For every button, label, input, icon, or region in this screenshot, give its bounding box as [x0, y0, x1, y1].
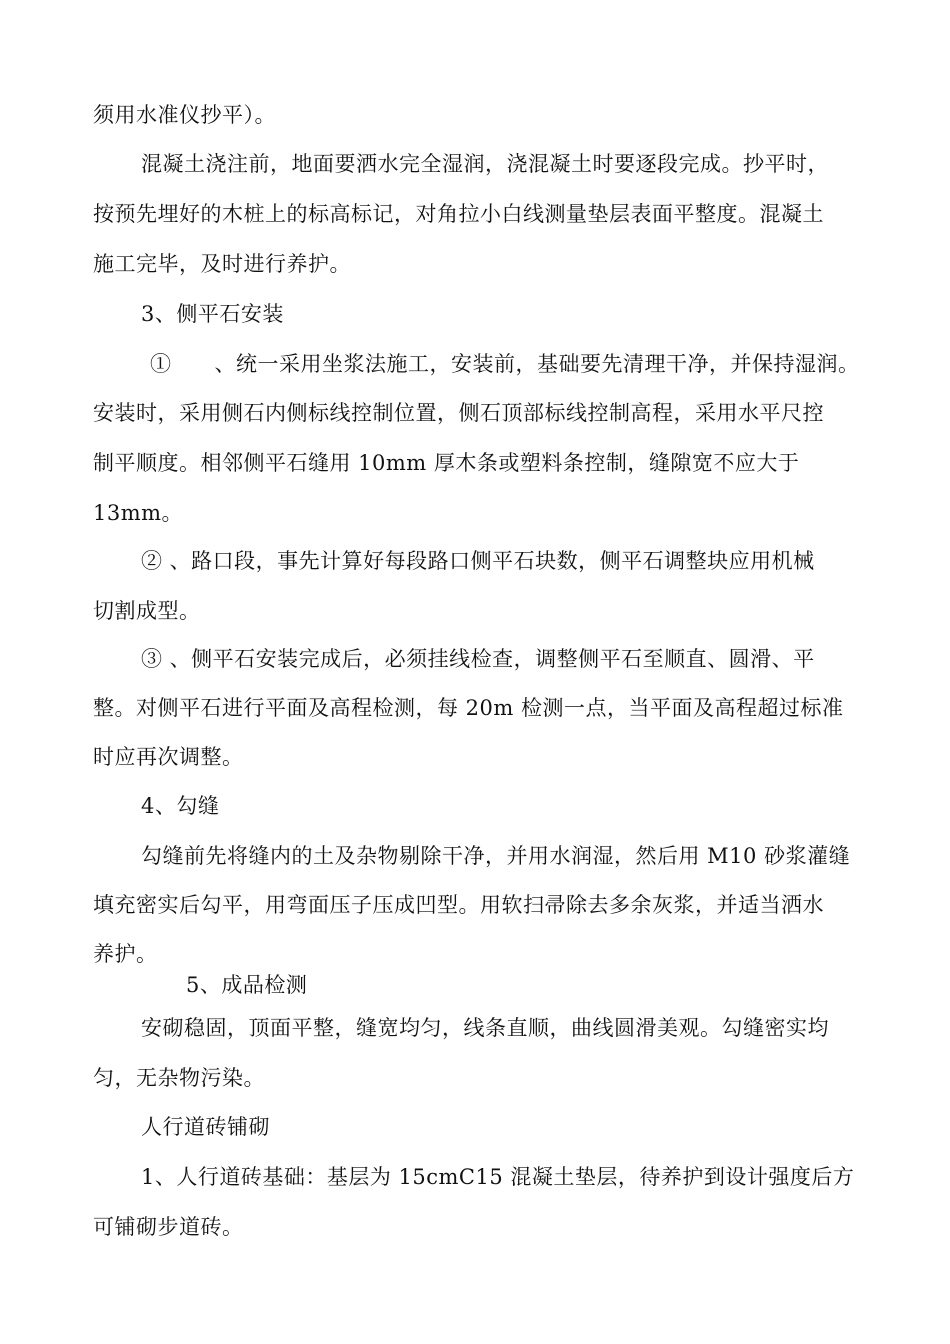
text-line: 安装时，采用侧石内侧标线控制位置，侧石顶部标线控制高程，采用水平尺控: [93, 401, 824, 425]
text-line: 13mm。: [93, 501, 184, 525]
text-line: 填充密实后勾平，用弯面压子压成凹型。用软扫帚除去多余灰浆，并适当洒水: [93, 893, 824, 917]
section-heading: 人行道砖铺砌: [141, 1115, 270, 1139]
section-heading: 5、成品检测: [186, 973, 308, 997]
text-line: 混凝土浇注前，地面要洒水完全湿润，浇混凝土时要逐段完成。抄平时，: [141, 152, 829, 176]
text-line: 制平顺度。相邻侧平石缝用 10mm 厚木条或塑料条控制，缝隙宽不应大于: [93, 451, 800, 475]
text-line: 按预先埋好的木桩上的标高标记，对角拉小白线测量垫层表面平整度。混凝土: [93, 202, 824, 226]
text-line: 时应再次调整。: [93, 745, 244, 769]
text-line: 勾缝前先将缝内的土及杂物剔除干净，并用水润湿，然后用 M10 砂浆灌缝: [141, 844, 851, 868]
text-line: 切割成型。: [93, 599, 201, 623]
text-line: ② 、路口段，事先计算好每段路口侧平石块数，侧平石调整块应用机械: [141, 549, 815, 573]
text-line: 1、人行道砖基础：基层为 15cmC15 混凝土垫层，待养护到设计强度后方: [141, 1165, 855, 1189]
text-line: ③ 、侧平石安装完成后，必须挂线检查，调整侧平石至顺直、圆滑、平: [141, 647, 815, 671]
text-line: ① 、统一采用坐浆法施工，安装前，基础要先清理干净，并保持湿润。: [150, 352, 860, 376]
text-line: 匀，无杂物污染。: [93, 1066, 265, 1090]
text-line: 安砌稳固，顶面平整，缝宽均匀，线条直顺，曲线圆滑美观。勾缝密实均: [141, 1016, 829, 1040]
text-line: 须用水准仪抄平）。: [93, 103, 276, 127]
section-heading: 4、勾缝: [141, 794, 220, 818]
text-line: 可铺砌步道砖。: [93, 1215, 244, 1239]
text-line: 养护。: [93, 942, 158, 966]
section-heading: 3、侧平石安装: [141, 302, 284, 326]
text-line: 整。对侧平石进行平面及高程检测，每 20m 检测一点，当平面及高程超过标准: [93, 696, 844, 720]
text-line: 施工完毕，及时进行养护。: [93, 252, 351, 276]
